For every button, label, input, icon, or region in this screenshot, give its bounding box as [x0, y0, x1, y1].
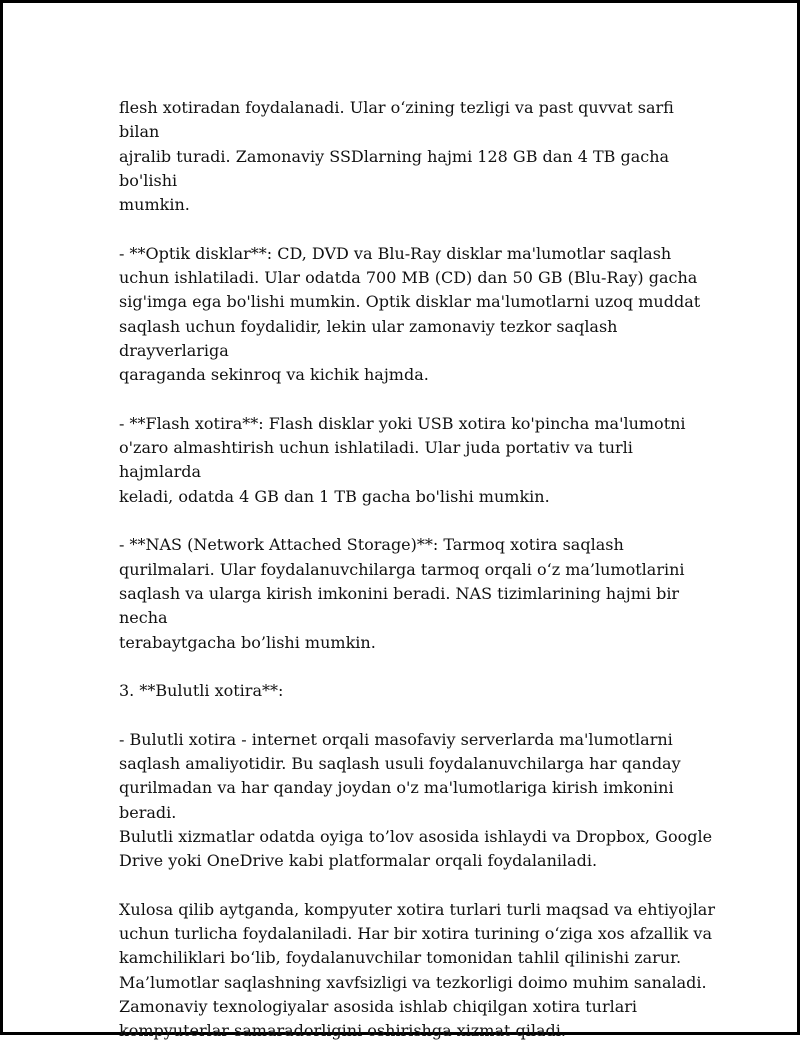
paragraph-cloud-storage: - Bulutli xotira - internet orqali masofaviy serverlarda ma'lumotlarni saqlash amaliyotidir. Bu saqlash usuli foydalanuvchilarga har qanday qurilmadan va har qanday joydan o'z ma'lumotlariga kirish imkonini beradi. Bulutli xizmatlar odatda oyiga to’lov asosida ishlaydi va Dropbox, Google Drive yoki OneDrive kabi platformalar orqali foydalaniladi.	[119, 729, 713, 871]
paragraph-gap	[119, 217, 719, 241]
paragraph-conclusion: Xulosa qilib aytganda, kompyuter xotira turlari turli maqsad va ehtiyojlar uchun turlicha foydalaniladi. Har bir xotira turining o‘ziga xos afzallik va kamchiliklari bo‘lib, foydalanuvchilar tomonidan tahlil qilinishi zarur. Ma’lumotlar saqlashning xavfsizligi va tezkorligi doimo muhim sanaladi. Zamonaviy texnologiyalar asosida ishlab chiqilgan xotira turlari kompyuterlar samaradorligini oshirishga xizmat qiladi.	[119, 899, 715, 1041]
paragraph-gap	[119, 655, 719, 679]
paragraph-gap	[119, 874, 719, 898]
document-body	[119, 96, 719, 1044]
paragraph-gap	[119, 509, 719, 533]
paragraph-optical-disks: - **Optik disklar**: CD, DVD va Blu-Ray disklar ma'lumotlar saqlash uchun ishlatiladi. Ular odatda 700 MB (CD) dan 50 GB (Blu-Ray) gacha sig'imga ega bo'lishi mumkin. Optik disklar ma'lumotlarni uzoq muddat saqlash uchun foydalidir, lekin ular zamonaviy tezkor saqlash drayverlariga qaraganda sekinroq va kichik hajmda.	[119, 243, 701, 385]
paragraph-ssd-continuation: flesh xotiradan foydalanadi. Ular o‘zining tezligi va past quvvat sarfi bilan ajralib turadi. Zamonaviy SSDlarning hajmi 128 GB dan 4 TB gacha bo'lishi mumkin.	[119, 98, 674, 215]
paragraph-gap	[119, 388, 719, 412]
paragraph-gap	[119, 703, 719, 727]
paragraph-flash-memory: - **Flash xotira**: Flash disklar yoki USB xotira ko'pincha ma'lumotni o'zaro almashtirish uchun ishlatiladi. Ular juda portativ va turli hajmlarda keladi, odatda 4 GB dan 1 TB gacha bo'lishi mumkin.	[119, 413, 686, 506]
paragraph-nas: - **NAS (Network Attached Storage)**: Tarmoq xotira saqlash qurilmalari. Ular foydalanuvchilarga tarmoq orqali o‘z ma’lumotlarini saqlash va ularga kirish imkonini beradi. NAS tizimlarining hajmi bir necha terabaytgacha bo’lishi mumkin.	[119, 535, 685, 652]
heading-cloud-storage: 3. **Bulutli xotira**:	[119, 681, 284, 701]
